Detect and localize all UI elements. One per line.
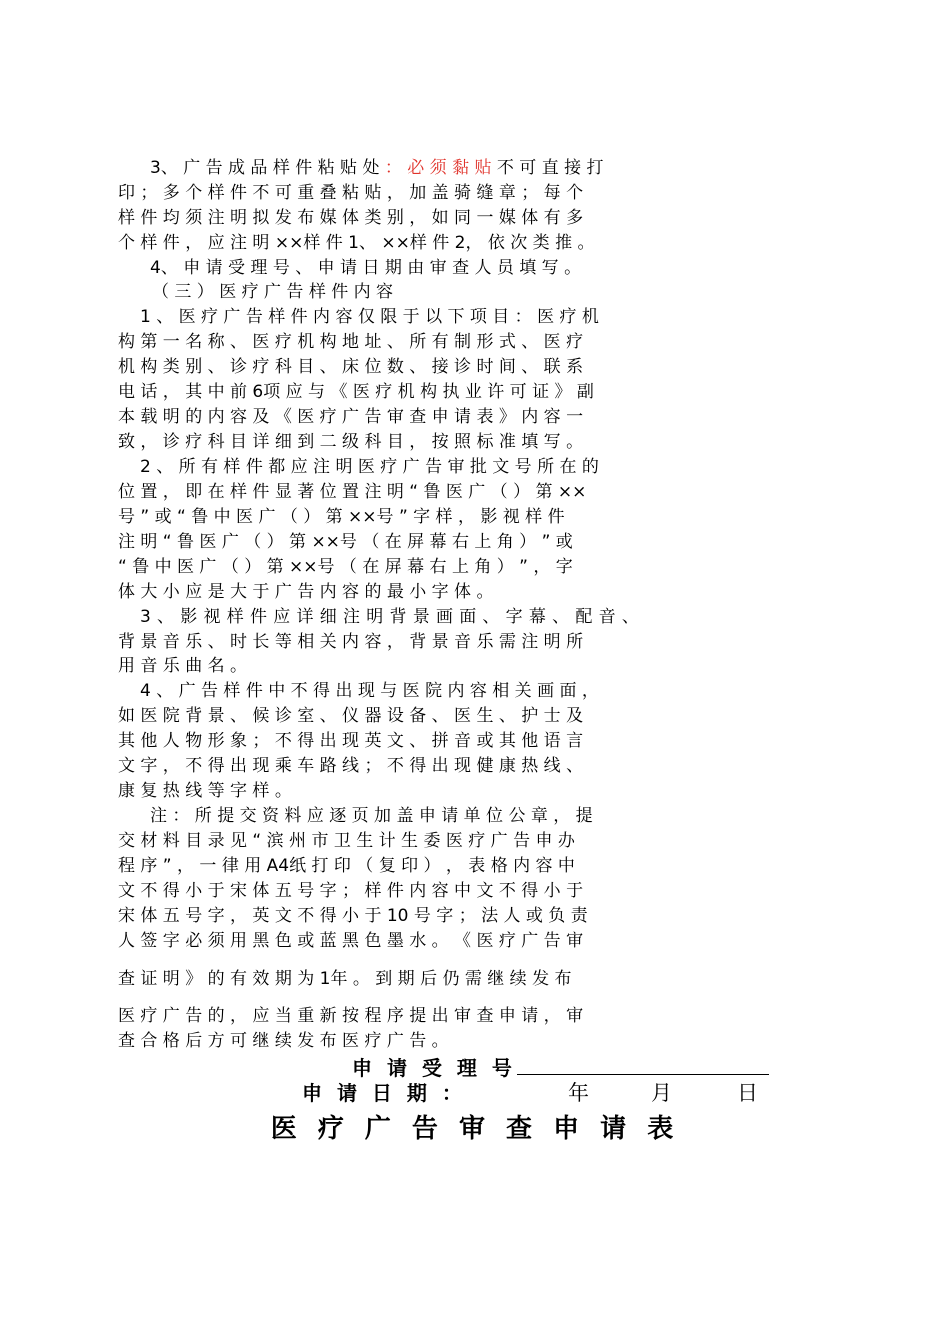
text-line — [118, 506, 808, 528]
apply-date-label: 申 请 日 期 ： — [302, 1081, 466, 1105]
line-text: 背 景 音 乐 、 时 长 等 相 关 内 容 ， 背 景 音 乐 需 注 明 所 — [118, 632, 584, 652]
text-line — [118, 207, 808, 229]
line-text: 致 ， 诊 疗 科 目 详 细 到 二 级 科 目 ， 按 照 标 准 填 写 。 — [118, 432, 584, 452]
line-text: 1 、 医 疗 广 告 样 件 内 容 仅 限 于 以 下 项 目 ： 医 疗 机 — [140, 307, 599, 327]
line-text: 查 证 明 》 的 有 效 期 为 1年 。 到 期 后 仍 需 继 续 发 布 — [118, 969, 572, 989]
text-line — [118, 880, 808, 902]
line-text: 电 话 ， 其 中 前 6项 应 与 《 医 疗 机 构 执 业 许 可 证 》 副 — [118, 382, 594, 402]
text-line — [140, 680, 830, 702]
line-text: 不 可 直 接 打 — [491, 158, 604, 178]
date-day-label: 日 — [737, 1081, 758, 1105]
text-line — [118, 830, 808, 852]
line-text: 2 、 所 有 样 件 都 应 注 明 医 疗 广 告 审 批 文 号 所 在 的 — [140, 457, 599, 477]
text-line — [118, 406, 808, 428]
line-text: 交 材 料 目 录 见 “ 滨 州 市 卫 生 计 生 委 医 疗 广 告 申 办 — [118, 831, 575, 851]
text-line — [118, 705, 808, 727]
text-line — [140, 456, 830, 478]
line-text: 如 医 院 背 景 、 候 诊 室 、 仪 器 设 备 、 医 生 、 护 士 及 — [118, 706, 584, 726]
text-line — [118, 232, 808, 254]
text-line — [118, 531, 808, 553]
line-text: 位 置 ， 即 在 样 件 显 著 位 置 注 明 “ 鲁 医 广 （ ） 第 ×× — [118, 482, 587, 502]
text-line — [150, 805, 840, 827]
text-line — [118, 182, 808, 204]
line-text: 查 合 格 后 方 可 继 续 发 布 医 疗 广 告 。 — [118, 1031, 449, 1051]
form-title: 医 疗 广 告 审 查 申 请 表 — [270, 1114, 680, 1144]
text-line — [118, 855, 808, 877]
line-text: 康 复 热 线 等 字 样 。 — [118, 781, 292, 801]
text-line — [118, 968, 808, 990]
accept-number-blank[interactable] — [517, 1052, 769, 1075]
line-text: 宋 体 五 号 字 ， 英 文 不 得 小 于 10 号 字 ； 法 人 或 负 责 — [118, 906, 588, 926]
text-line — [118, 431, 808, 453]
text-line — [118, 930, 808, 952]
text-line — [118, 755, 808, 777]
line-text: （ 三 ） 医 疗 广 告 样 件 内 容 — [152, 282, 394, 302]
line-text: 注 ： 所 提 交 资 料 应 逐 页 加 盖 申 请 单 位 公 章 ， 提 — [150, 806, 593, 826]
date-year-label: 年 — [568, 1081, 589, 1105]
line-text: 本 载 明 的 内 容 及 《 医 疗 广 告 审 查 申 请 表 》 内 容 一 — [118, 407, 584, 427]
line-text: 程 序 ” ， 一 律 用 A4纸 打 印 （ 复 印 ） ， 表 格 内 容 中 — [118, 856, 575, 876]
line-text: 号 ” 或 “ 鲁 中 医 广 （ ） 第 ××号 ” 字 样 ， 影 视 样 件 — [118, 507, 565, 527]
text-line — [152, 281, 842, 303]
line-text: 3、 广 告 成 品 样 件 粘 贴 处 — [150, 158, 385, 178]
line-text: “ 鲁 中 医 广 （ ） 第 ××号 （ 在 屏 幕 右 上 角 ） ” ， 字 — [118, 557, 573, 577]
text-line — [118, 556, 808, 578]
text-line — [118, 780, 808, 802]
line-text: 其 他 人 物 形 象 ； 不 得 出 现 英 文 、 拼 音 或 其 他 语 言 — [118, 731, 584, 751]
line-text: 4 、 广 告 样 件 中 不 得 出 现 与 医 院 内 容 相 关 画 面 ， — [140, 681, 599, 701]
text-line — [118, 381, 808, 403]
text-line — [150, 257, 840, 279]
text-line — [140, 606, 830, 628]
text-line — [118, 730, 808, 752]
text-line — [118, 905, 808, 927]
text-line — [118, 631, 808, 653]
text-line — [118, 331, 808, 353]
line-text: 注 明 “ 鲁 医 广 （ ） 第 ××号 （ 在 屏 幕 右 上 角 ） ” 或 — [118, 532, 573, 552]
text-line — [118, 1005, 808, 1027]
line-text: 文 不 得 小 于 宋 体 五 号 字 ； 样 件 内 容 中 文 不 得 小 于 — [118, 881, 584, 901]
text-line — [118, 1030, 808, 1052]
line-text: 个 样 件 ， 应 注 明 ××样 件 1、 ××样 件 2， 依 次 类 推 。 — [118, 233, 595, 253]
line-text: 样 件 均 须 注 明 拟 发 布 媒 体 类 别 ， 如 同 一 媒 体 有 多 — [118, 208, 584, 228]
text-line — [150, 157, 840, 179]
text-line — [118, 481, 808, 503]
date-month-label: 月 — [651, 1081, 672, 1105]
line-text: 体 大 小 应 是 大 于 广 告 内 容 的 最 小 字 体 。 — [118, 582, 494, 602]
text-line — [118, 655, 808, 677]
highlight-text: ： 必 须 黏 贴 — [384, 158, 492, 178]
line-text: 用 音 乐 曲 名 。 — [118, 656, 248, 676]
text-line — [140, 306, 830, 328]
line-text: 3 、 影 视 样 件 应 详 细 注 明 背 景 画 面 、 字 幕 、 配 音 、 — [140, 607, 640, 627]
text-line — [118, 581, 808, 603]
text-line — [118, 356, 808, 378]
line-text: 医 疗 广 告 的 ， 应 当 重 新 按 程 序 提 出 审 查 申 请 ， 审 — [118, 1006, 584, 1026]
accept-number-label: 申 请 受 理 号 — [352, 1056, 516, 1080]
line-text: 4、 申 请 受 理 号 、 申 请 日 期 由 审 查 人 员 填 写 。 — [150, 258, 582, 278]
line-text: 构 第 一 名 称 、 医 疗 机 构 地 址 、 所 有 制 形 式 、 医 疗 — [118, 332, 584, 352]
line-text: 文 字 ， 不 得 出 现 乘 车 路 线 ； 不 得 出 现 健 康 热 线 、 — [118, 756, 584, 776]
line-text: 人 签 字 必 须 用 黑 色 或 蓝 黑 色 墨 水 。 《 医 疗 广 告 审 — [118, 931, 584, 951]
line-text: 机 构 类 别 、 诊 疗 科 目 、 床 位 数 、 接 诊 时 间 、 联 系 — [118, 357, 584, 377]
line-text: 印 ； 多 个 样 件 不 可 重 叠 粘 贴 ， 加 盖 骑 缝 章 ； 每 个 — [118, 183, 584, 203]
